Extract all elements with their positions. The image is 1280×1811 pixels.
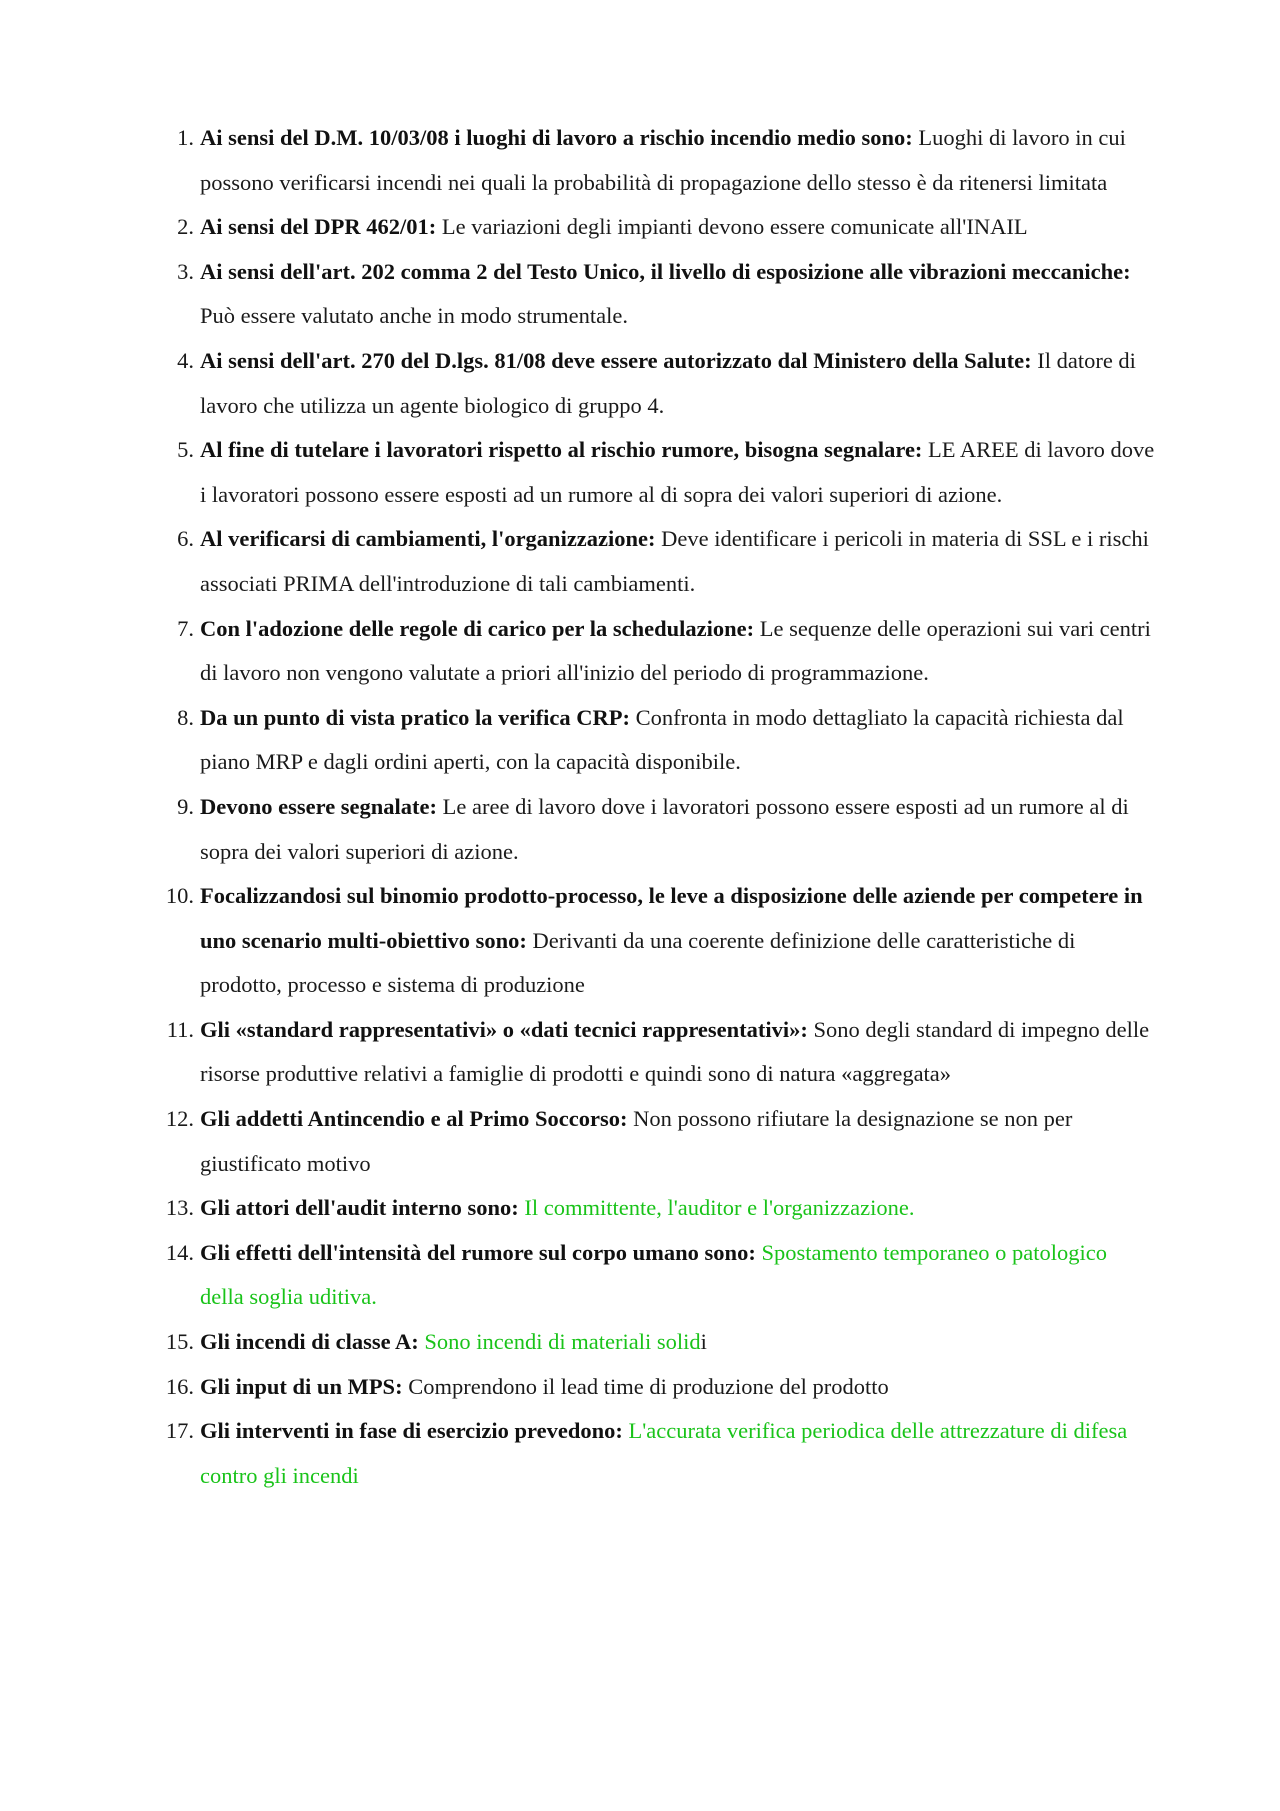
list-item <box>156 517 1156 606</box>
question-text: Al fine di tutelare i lavoratori rispetto al rischio rumore, bisogna segnalare: <box>200 437 923 463</box>
list-item <box>156 116 1156 205</box>
list-item <box>156 696 1156 785</box>
list-item <box>156 1097 1156 1186</box>
answer-text: Le aree di lavoro dove i lavoratori possono essere esposti ad un rumore al di sopra dei valori superiori di azione. <box>200 793 1129 864</box>
list-item <box>156 205 1156 250</box>
answer-text: Sono incendi di materiali solid <box>418 1329 701 1355</box>
answer-text: Confronta in modo dettagliato la capacità richiesta dal piano MRP e dagli ordini aperti, con la capacità disponibile. <box>200 704 1124 775</box>
answer-text: Derivanti da una coerente definizione delle caratteristiche di prodotto, processo e sistema di produzione <box>200 927 1076 998</box>
question-text: Gli incendi di classe A: <box>200 1329 419 1355</box>
question-text: Al verificarsi di cambiamenti, l'organizzazione: <box>200 526 656 552</box>
list-item <box>156 250 1156 339</box>
item-number: 11. <box>166 1016 194 1042</box>
item-number: 8. <box>177 704 194 730</box>
answer-text: Sono degli standard di impegno delle risorse produttive relativi a famiglie di prodotti e quindi sono di natura «aggregata» <box>200 1016 1150 1087</box>
item-number: 5. <box>177 437 194 463</box>
answer-text: Non possono rifiutare la designazione se non per giustificato motivo <box>200 1106 1073 1176</box>
question-text: Ai sensi dell'art. 270 del D.lgs. 81/08 deve essere autorizzato dal Ministero della Salute: <box>200 347 1032 373</box>
answer-tail: i <box>700 1329 707 1355</box>
item-number: 10. <box>165 883 194 909</box>
list-item <box>156 1365 1156 1410</box>
question-text: Ai sensi dell'art. 202 comma 2 del Testo Unico, il livello di esposizione alle vibrazioni meccaniche: <box>200 258 1131 284</box>
list-item <box>156 607 1156 696</box>
list-item <box>156 1231 1156 1320</box>
item-number: 17. <box>165 1418 194 1444</box>
list-item <box>156 1008 1156 1097</box>
item-number: 9. <box>177 793 194 819</box>
answer-text: LE AREE di lavoro dove i lavoratori possono essere esposti ad un rumore al di sopra dei valori superiori di azione. <box>200 437 1155 507</box>
question-text: Focalizzandosi sul binomio prodotto-processo, le leve a disposizione delle aziende per competere in uno scenario multi-obiettivo sono: <box>200 883 1143 953</box>
answer-text: Spostamento temporaneo o patologico della soglia uditiva. <box>200 1239 1107 1310</box>
item-number: 12. <box>165 1106 194 1132</box>
list-item <box>156 1186 1156 1231</box>
answer-text: Le sequenze delle operazioni sui vari centri di lavoro non vengono valutate a priori all'inizio del periodo di programmazione. <box>200 615 1151 686</box>
answer-text: Può essere valutato anche in modo strumentale. <box>200 303 629 329</box>
question-text: Gli addetti Antincendio e al Primo Soccorso: <box>200 1106 628 1132</box>
question-text: Devono essere segnalate: <box>200 793 438 819</box>
question-text: Ai sensi del DPR 462/01: <box>200 214 437 240</box>
list-item <box>156 874 1156 1008</box>
question-text: Gli «standard rappresentativi» o «dati tecnici rappresentativi»: <box>200 1016 808 1042</box>
answer-text: Il datore di lavoro che utilizza un agente biologico di gruppo 4. <box>200 347 1136 418</box>
item-number: 4. <box>177 347 194 373</box>
item-number: 7. <box>177 615 194 641</box>
list-item <box>156 1320 1156 1365</box>
question-text: Gli attori dell'audit interno sono: <box>200 1195 519 1221</box>
list-item <box>156 339 1156 428</box>
question-text: Gli interventi in fase di esercizio prevedono: <box>200 1418 623 1444</box>
question-text: Da un punto di vista pratico la verifica CRP: <box>200 704 630 730</box>
question-text: Gli input di un MPS: <box>200 1373 403 1399</box>
question-text: Ai sensi del D.M. 10/03/08 i luoghi di lavoro a rischio incendio medio sono: <box>200 125 913 150</box>
list-item <box>156 428 1156 517</box>
answer-text: L'accurata verifica periodica delle attrezzature di difesa contro gli incendi <box>200 1418 1128 1488</box>
item-number: 1. <box>177 125 194 150</box>
list-item <box>156 785 1156 874</box>
answer-text: Il committente, l'auditor e l'organizzazione. <box>518 1195 915 1221</box>
item-number: 15. <box>165 1329 194 1355</box>
item-number: 14. <box>165 1239 194 1265</box>
answer-text: Luoghi di lavoro in cui possono verificarsi incendi nei quali la probabilità di propagazione dello stesso è da ritenersi limitata <box>200 125 1126 195</box>
item-number: 16. <box>165 1373 194 1399</box>
question-text: Gli effetti dell'intensità del rumore sul corpo umano sono: <box>200 1239 756 1265</box>
answer-text: Le variazioni degli impianti devono essere comunicate all'INAIL <box>436 214 1028 240</box>
question-text: Con l'adozione delle regole di carico per la schedulazione: <box>200 615 755 641</box>
item-number: 6. <box>177 526 194 552</box>
item-number: 13. <box>165 1195 194 1221</box>
qa-list <box>156 116 1156 1498</box>
item-number: 2. <box>177 214 194 240</box>
list-item <box>156 1409 1156 1498</box>
answer-text: Deve identificare i pericoli in materia di SSL e i rischi associati PRIMA dell'introduzione di tali cambiamenti. <box>200 526 1149 596</box>
answer-text: Comprendono il lead time di produzione del prodotto <box>402 1373 889 1399</box>
item-number: 3. <box>177 258 194 284</box>
